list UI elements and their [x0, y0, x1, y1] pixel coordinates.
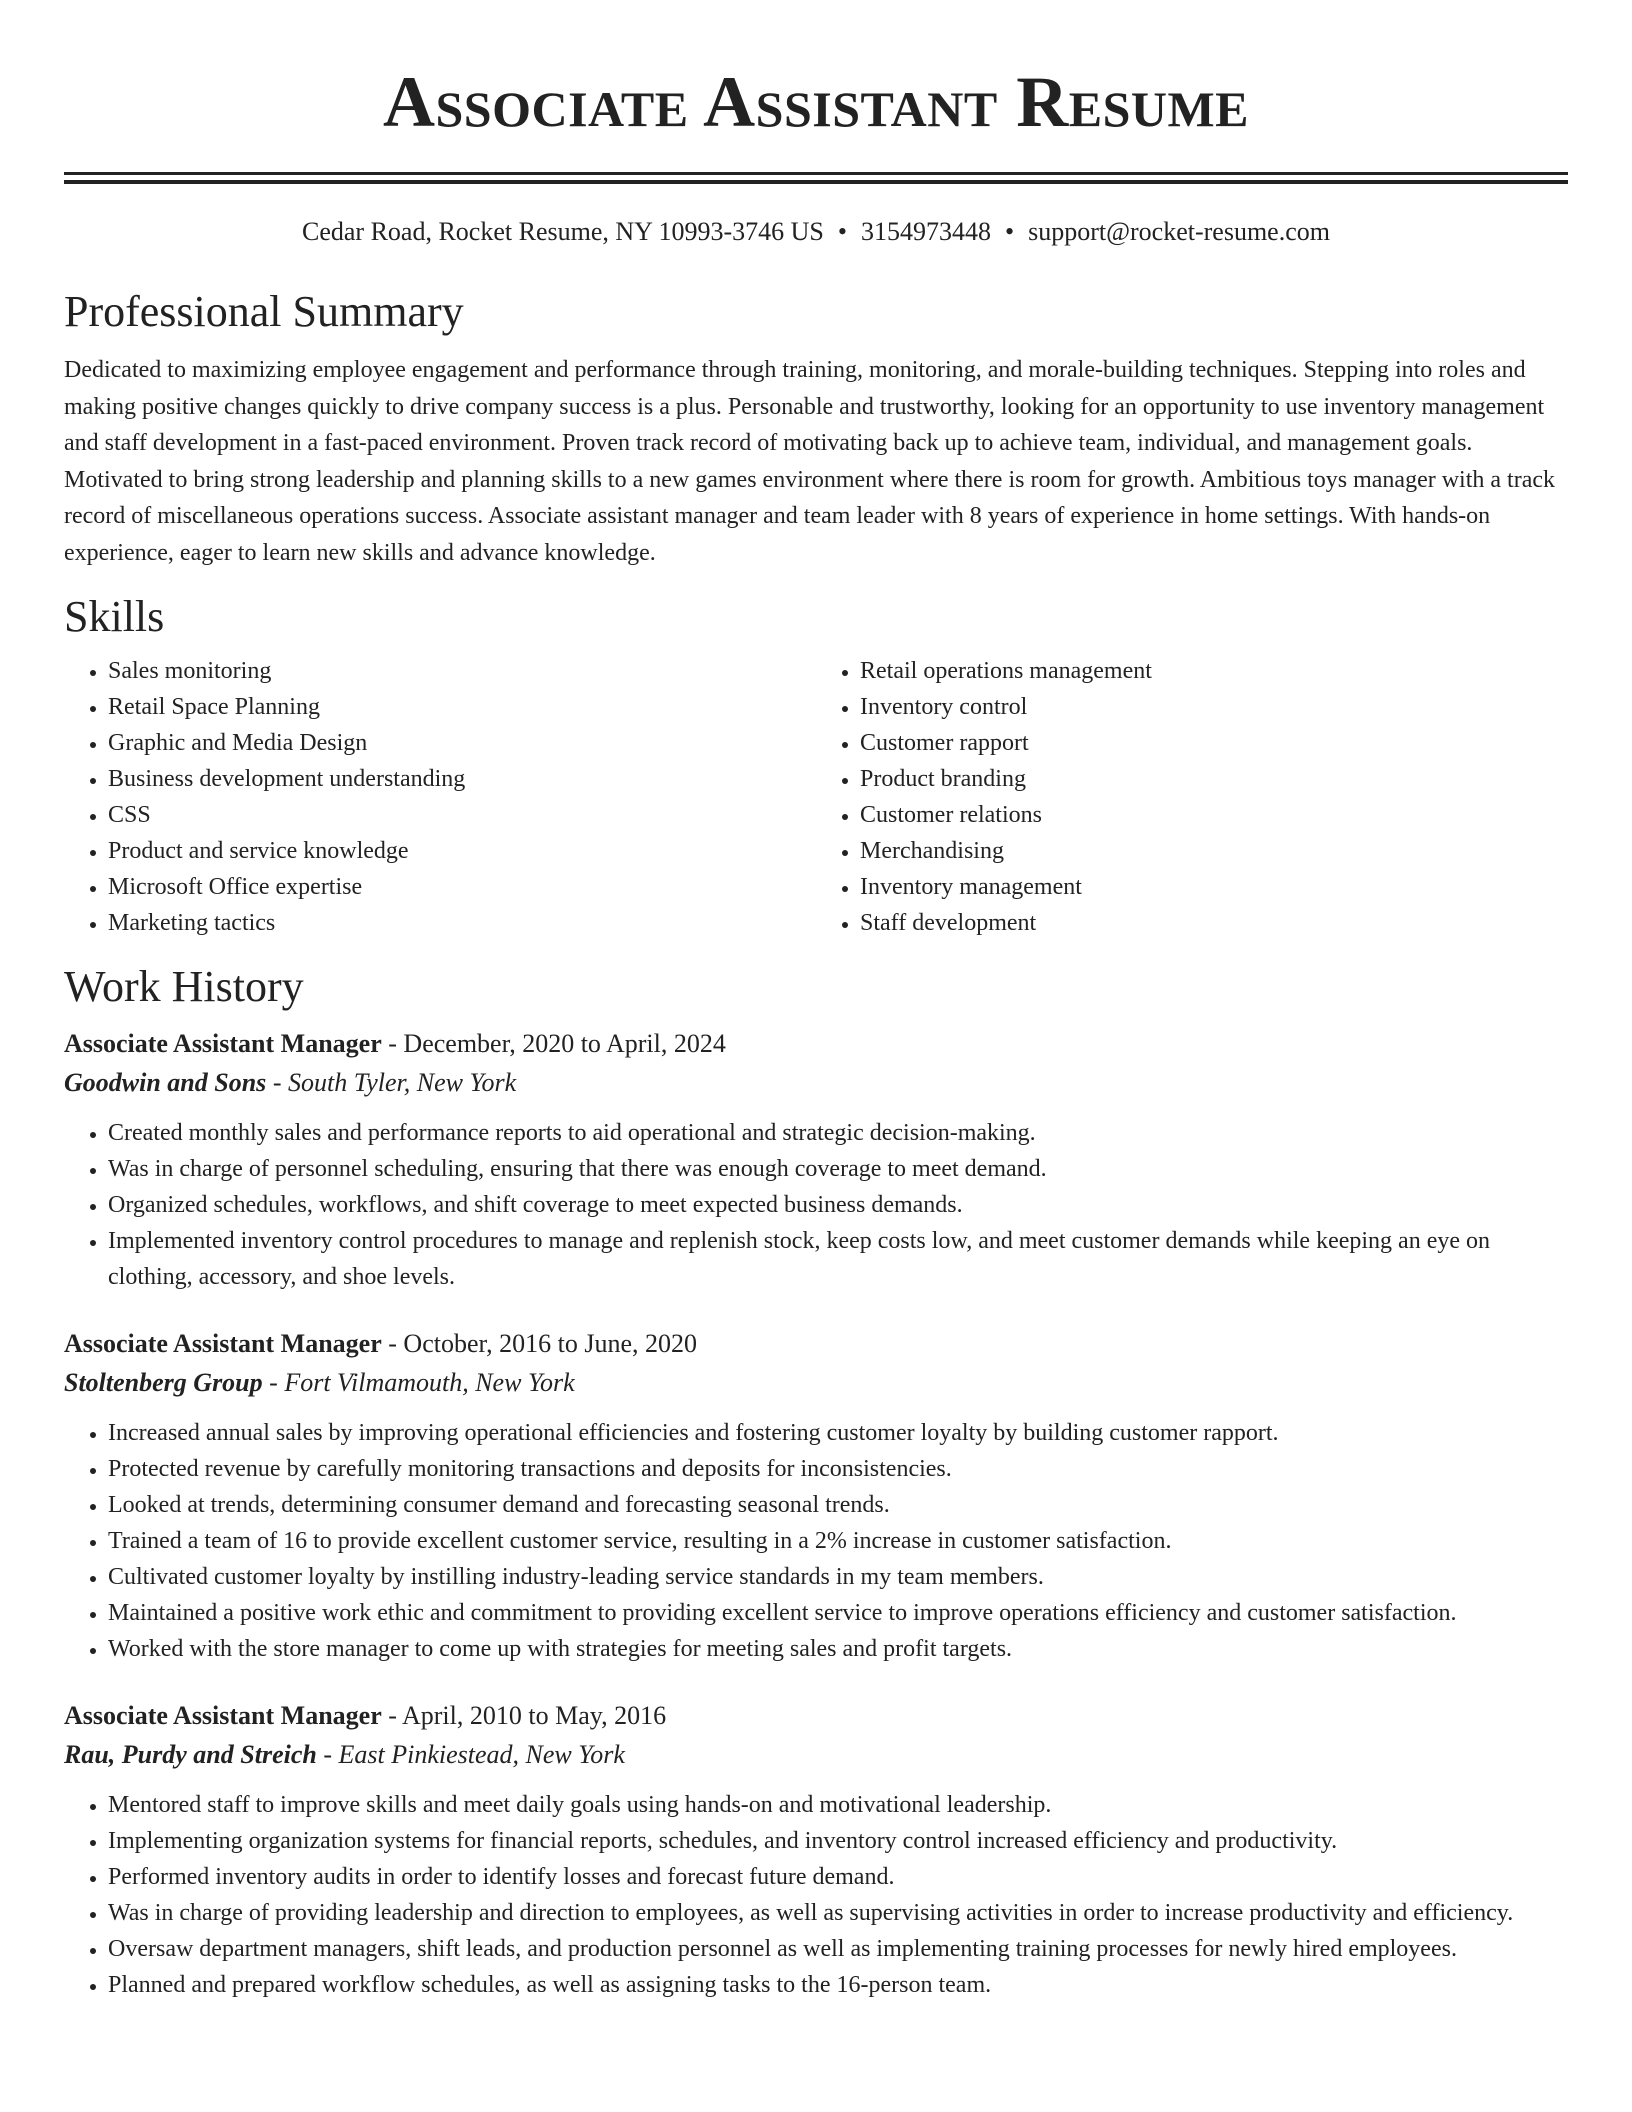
job-bullet: • Looked at trends, determining consumer demand and forecasting seasonal trends.: [108, 1487, 1568, 1523]
contact-email: support@rocket-resume.com: [1028, 217, 1330, 246]
job-location: - East Pinkiestead, New York: [323, 1740, 625, 1769]
job-entry: [64, 1697, 1568, 2003]
skill-item: • Customer relations: [860, 797, 1568, 833]
job-bullet: • Planned and prepared workflow schedules, as well as assigning tasks to the 16-person team.: [108, 1967, 1568, 2003]
job-bullet: • Was in charge of personnel scheduling, ensuring that there was enough coverage to meet demand.: [108, 1151, 1568, 1187]
skill-item: • Inventory control: [860, 689, 1568, 725]
summary-heading: Professional Summary: [64, 287, 464, 336]
job-location: - Fort Vilmamouth, New York: [269, 1368, 575, 1397]
skill-item: • Product and service knowledge: [108, 833, 816, 869]
skills-heading: Skills: [64, 592, 165, 641]
skill-item: • Customer rapport: [860, 725, 1568, 761]
job-company: Goodwin and Sons: [64, 1068, 267, 1097]
skill-item: • Retail operations management: [860, 653, 1568, 689]
job-dates: - April, 2010 to May, 2016: [388, 1701, 667, 1730]
job-dates: - October, 2016 to June, 2020: [388, 1329, 698, 1358]
contact-phone: 3154973448: [860, 217, 991, 246]
job-bullet: • Mentored staff to improve skills and meet daily goals using hands-on and motivational leadership.: [108, 1787, 1568, 1823]
job-title: Associate Assistant Manager: [64, 1329, 382, 1358]
skill-item: • Retail Space Planning: [108, 689, 816, 725]
skill-item: • Inventory management: [860, 869, 1568, 905]
contact-separator: •: [837, 217, 847, 246]
contact-separator: •: [1004, 217, 1015, 246]
skill-item: • CSS: [108, 797, 816, 833]
job-bullet: • Maintained a positive work ethic and commitment to providing excellent service to improve operations efficiency and customer satisfaction.: [108, 1595, 1568, 1631]
job-company-line: [64, 1735, 1568, 1775]
job-bullet: • Was in charge of providing leadership and direction to employees, as well as supervising activities in order to increase productivity and efficiency.: [108, 1895, 1568, 1931]
job-bullet: • Worked with the store manager to come up with strategies for meeting sales and profit targets.: [108, 1631, 1568, 1667]
skills-column-right: [816, 653, 1568, 941]
job-header: [64, 1697, 1568, 1735]
job-bullet: • Implemented inventory control procedures to manage and replenish stock, keep costs low, and meet customer demands while keeping an eye on clothing, accessory, and shoe levels.: [108, 1223, 1568, 1295]
job-company-line: [64, 1363, 1568, 1403]
job-bullet: • Performed inventory audits in order to identify losses and forecast future demand.: [108, 1859, 1568, 1895]
job-company: Rau, Purdy and Streich: [64, 1740, 317, 1769]
job-bullet: • Created monthly sales and performance reports to aid operational and strategic decision-making.: [108, 1115, 1568, 1151]
contact-line: [64, 214, 1568, 250]
skills-list: [64, 653, 1568, 941]
skill-item: • Sales monitoring: [108, 653, 816, 689]
job-title: Associate Assistant Manager: [64, 1701, 382, 1730]
summary-text: Dedicated to maximizing employee engagement and performance through training, monitoring, and morale-building techniques. Stepping into roles and making positive changes quickly to drive company success is a plus. Personable and trustworthy, looking for an opportunity to use inventory management and staff development in a fast-paced environment. Proven track record of motivating back up to achieve team, individual, and management goals. Motivated to bring strong leadership and planning skills to a new games environment where there is room for growth. Ambitious toys manager with a track record of miscellaneous operations success. Associate assistant manager and team leader with 8 years of experience in home settings. With hands-on experience, eager to learn new skills and advance knowledge.: [64, 357, 1556, 566]
job-bullets: [64, 1787, 1568, 2003]
job-bullet: • Cultivated customer loyalty by instilling industry-leading service standards in my team members.: [108, 1559, 1568, 1595]
skills-column-left: [64, 653, 816, 941]
job-header: [64, 1025, 1568, 1063]
job-title: Associate Assistant Manager: [64, 1029, 382, 1058]
skill-item: • Graphic and Media Design: [108, 725, 816, 761]
contact-address: Cedar Road, Rocket Resume, NY 10993-3746 US: [302, 217, 824, 246]
job-bullets: [64, 1415, 1568, 1667]
title-divider-bottom: [64, 180, 1568, 184]
work-history-heading: Work History: [64, 962, 304, 1011]
job-company-line: [64, 1063, 1568, 1103]
skill-item: • Marketing tactics: [108, 905, 816, 941]
resume-title: Associate Assistant Resume: [382, 62, 1250, 142]
job-bullet: • Organized schedules, workflows, and shift coverage to meet expected business demands.: [108, 1187, 1568, 1223]
job-bullet: • Oversaw department managers, shift leads, and production personnel as well as implementing training processes for newly hired employees.: [108, 1931, 1568, 1967]
skill-item: • Product branding: [860, 761, 1568, 797]
job-bullet: • Trained a team of 16 to provide excellent customer service, resulting in a 2% increase in customer satisfaction.: [108, 1523, 1568, 1559]
job-bullet: • Implementing organization systems for financial reports, schedules, and inventory control increased efficiency and productivity.: [108, 1823, 1568, 1859]
job-bullet: • Protected revenue by carefully monitoring transactions and deposits for inconsistencies.: [108, 1451, 1568, 1487]
title-divider-top: [64, 172, 1568, 175]
job-bullets: [64, 1115, 1568, 1295]
job-header: [64, 1325, 1568, 1363]
skill-item: • Merchandising: [860, 833, 1568, 869]
job-bullet: • Increased annual sales by improving operational efficiencies and fostering customer loyalty by building customer rapport.: [108, 1415, 1568, 1451]
job-entry: [64, 1025, 1568, 1295]
job-company: Stoltenberg Group: [64, 1368, 263, 1397]
skill-item: • Microsoft Office expertise: [108, 869, 816, 905]
skill-item: • Staff development: [860, 905, 1568, 941]
skill-item: • Business development understanding: [108, 761, 816, 797]
job-entry: [64, 1325, 1568, 1667]
job-dates: - December, 2020 to April, 2024: [388, 1029, 726, 1058]
job-location: - South Tyler, New York: [272, 1068, 517, 1097]
